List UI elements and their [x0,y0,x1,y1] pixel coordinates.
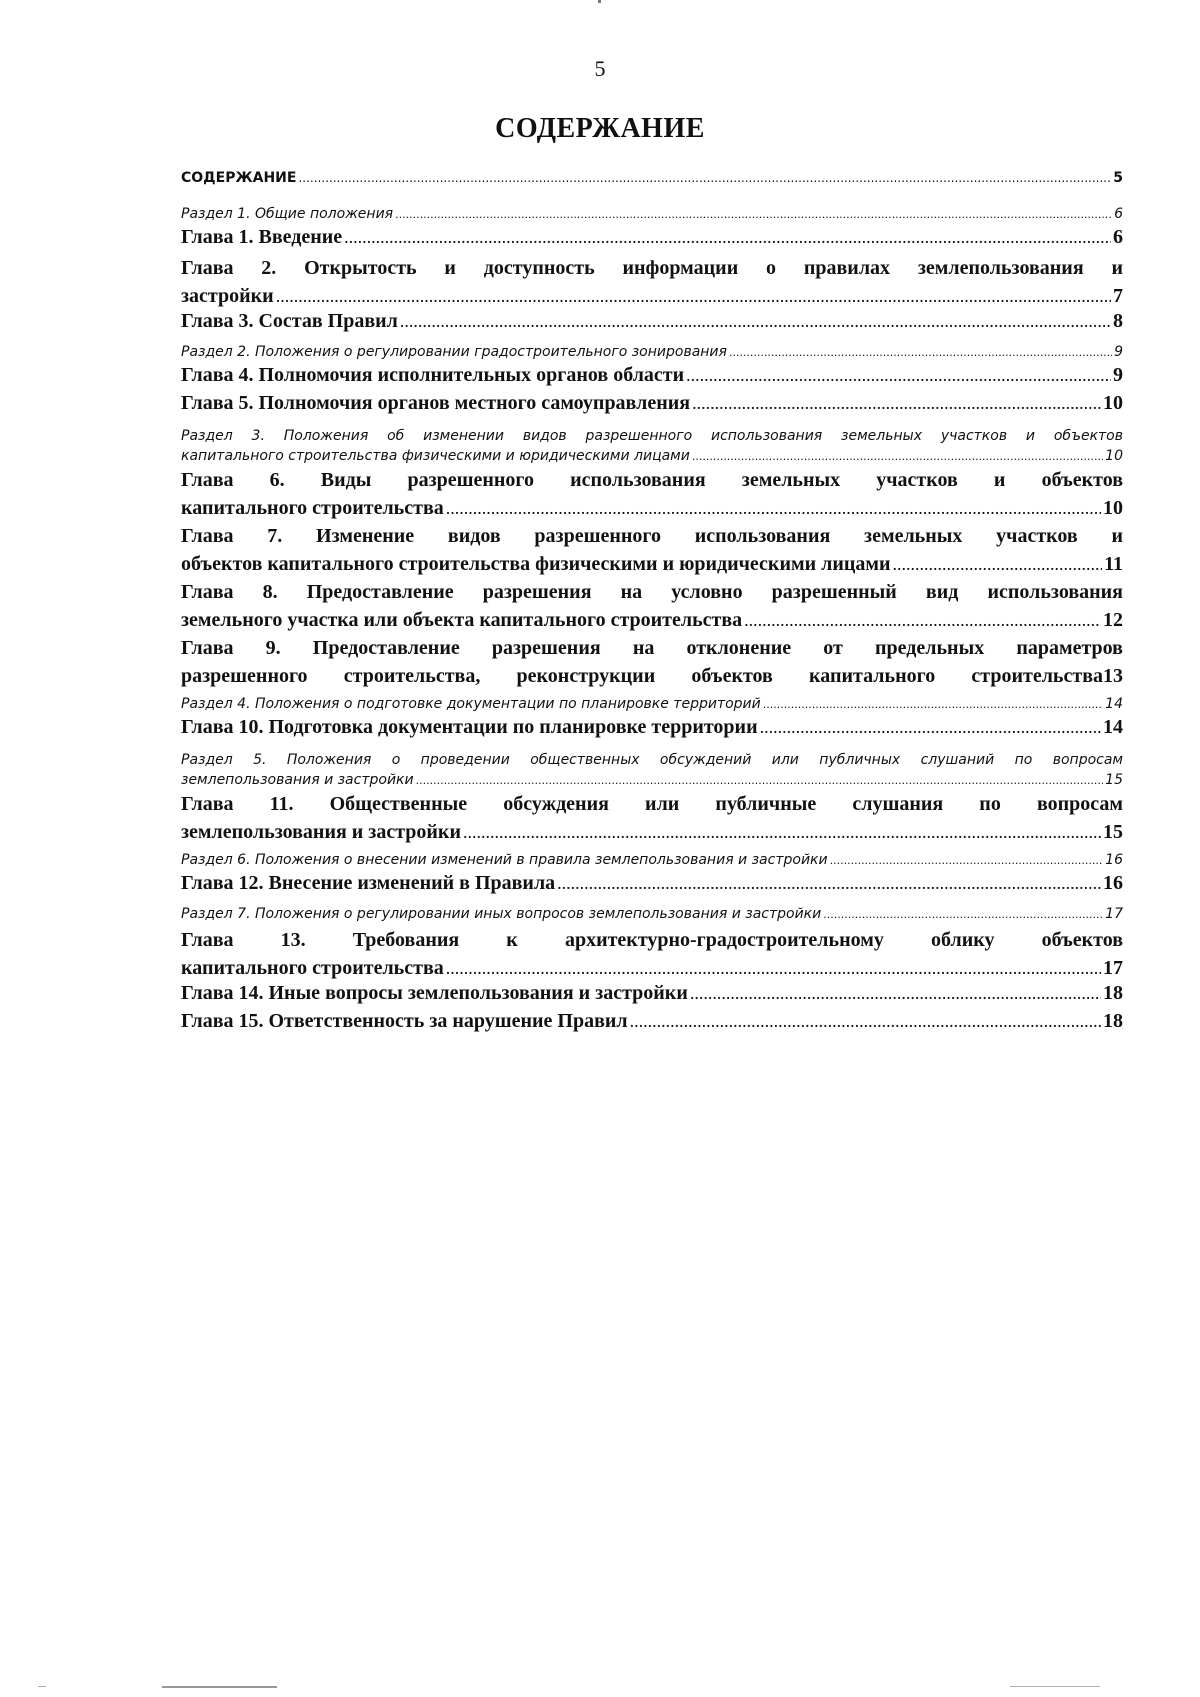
toc-entry-label: Глава 14. Иные вопросы землепользования и застройки [181,982,688,1004]
toc-section-5[interactable] [181,750,1123,790]
dot-leader [692,447,1103,467]
dot-leader [823,908,1103,921]
toc-chapter-7[interactable] [181,522,1123,578]
scan-mark [162,1686,277,1688]
dot-leader [830,854,1104,867]
toc-chapter-3[interactable] [181,310,1123,338]
dot-leader [729,346,1112,359]
toc-entry-label: Глава 12. Внесение изменений в Правила [181,872,556,894]
toc-entry-label: Глава 5. Полномочия органов местного самоуправления [181,392,691,414]
dot-leader [557,873,1101,894]
dot-leader [763,698,1103,711]
dot-leader [298,171,1111,185]
toc-entry-label: СОДЕРЖАНИЕ [181,170,297,186]
scan-mark [38,1686,46,1687]
toc-page-number: 15 [1103,821,1123,843]
toc-entry-label: Глава 15. Ответственность за нарушение Правил [181,1010,628,1032]
toc-page-number: 9 [1113,364,1123,386]
toc-chapter-5[interactable] [181,392,1123,420]
toc-page-number: 6 [1113,226,1123,248]
dot-leader [760,717,1101,738]
toc-section-7[interactable] [181,906,1123,926]
dot-leader [446,954,1101,982]
toc-page-number: 17 [1103,957,1123,979]
scan-mark [598,0,601,3]
toc-entry-label: Глава 3. Состав Правил [181,310,398,332]
toc-entry-label: Раздел 4. Положения о подготовке документации по планировке территорий [181,696,761,712]
dot-leader [446,494,1101,522]
toc-entry-label-cont: землепользования и застройки [181,772,414,788]
dot-leader [400,311,1111,332]
toc-entry-label-cont: землепользования и застройки [181,821,461,843]
dot-leader [690,983,1101,1004]
toc-chapter-12[interactable] [181,872,1123,900]
toc-entry-label-cont: капитального строительства физическими и юридическими лицами [181,448,690,464]
toc-page-number: 10 [1103,392,1123,414]
toc-page-number: 17 [1105,906,1123,922]
toc-entry-label-cont: капитального строительства [181,957,444,979]
toc-page-number: 16 [1105,852,1123,868]
toc-section-2[interactable] [181,344,1123,364]
scan-mark [1010,1686,1100,1687]
toc-entry-label: Глава 10. Подготовка документации по планировке территории [181,716,758,738]
toc-section-3[interactable] [181,426,1123,466]
page-number: 5 [594,56,606,81]
toc-entry-label: Глава 7. Изменение видов разрешенного использования земельных участков и [181,525,1123,547]
dot-leader [692,393,1101,414]
toc-entry-label: Раздел 7. Положения о регулировании иных вопросов землепользования и застройки [181,906,822,922]
toc-page-number: 9 [1114,344,1123,360]
toc-entry-label-cont: разрешенного строительства, реконструкции объектов капитального строительства13 [181,665,1123,687]
toc-page-number: 15 [1105,772,1123,788]
toc-entry-label: Глава 1. Введение [181,226,343,248]
dot-leader [416,771,1104,791]
toc-page-number: 12 [1103,609,1123,631]
dot-leader [276,282,1111,310]
toc-page-number: 16 [1103,872,1123,894]
page-title: СОДЕРЖАНИЕ [495,113,705,144]
toc-page-number: 10 [1103,497,1123,519]
dot-leader [630,1011,1101,1032]
toc-entry-label: Раздел 1. Общие положения [181,206,394,222]
toc-page-number: 14 [1103,716,1123,738]
toc-page-number: 14 [1105,696,1123,712]
toc-entry-label-cont: земельного участка или объекта капитального строительства [181,609,743,631]
toc-entry-label: Раздел 6. Положения о внесении изменений в правила землепользования и застройки [181,852,828,868]
toc-entry-label: Глава 2. Открытость и доступность информации о правилах землепользования и [181,257,1123,279]
toc-page-number: 11 [1104,553,1123,575]
toc-entry-label: Глава 8. Предоставление разрешения на условно разрешенный вид использования [181,581,1123,603]
toc-entry-label: Раздел 2. Положения о регулировании градостроительного зонирования [181,344,727,360]
toc-page-number: 18 [1103,1010,1123,1032]
toc-entry-label: Глава 9. Предоставление разрешения на отклонение от предельных параметров [181,637,1123,659]
toc-chapter-9[interactable] [181,634,1123,690]
toc-chapter-1[interactable] [181,226,1123,254]
toc-chapter-15[interactable] [181,1010,1123,1038]
toc-page-number: 6 [1114,206,1123,222]
toc-page-number: 18 [1103,982,1123,1004]
toc-entry-label: Глава 6. Виды разрешенного использования земельных участков и объектов [181,469,1123,491]
toc-entry-contents[interactable] [181,170,1123,192]
toc-entry-label-cont: капитального строительства [181,497,444,519]
toc-chapter-8[interactable] [181,578,1123,634]
toc-entry-label: Глава 4. Полномочия исполнительных органов области [181,364,685,386]
dot-leader [744,606,1101,634]
toc-chapter-13[interactable] [181,926,1123,982]
toc-section-4[interactable] [181,696,1123,716]
toc-chapter-2[interactable] [181,254,1123,310]
toc-chapter-4[interactable] [181,364,1123,392]
toc-page-number: 10 [1105,448,1123,464]
toc-section-6[interactable] [181,852,1123,872]
toc-entry-label: Раздел 5. Положения о проведении общественных обсуждений или публичных слушаний по вопросам [181,752,1123,768]
dot-leader [395,208,1112,221]
toc-entry-label-cont: застройки [181,285,274,307]
toc-entry-label: Раздел 3. Положения об изменении видов разрешенного использования земельных участков и объектов [181,428,1123,444]
toc-page-number: 8 [1113,310,1123,332]
dot-leader [344,227,1111,248]
toc-page-number: 5 [1113,170,1123,186]
toc-page-number: 7 [1113,285,1123,307]
dot-leader [686,365,1111,386]
table-of-contents [181,170,1123,1038]
dot-leader [893,550,1103,578]
toc-chapter-14[interactable] [181,982,1123,1010]
toc-chapter-10[interactable] [181,716,1123,744]
toc-entry-label-cont: объектов капитального строительства физическими и юридическими лицами [181,553,891,575]
toc-entry-label: Глава 11. Общественные обсуждения или публичные слушания по вопросам [181,793,1123,815]
dot-leader [463,818,1101,846]
toc-section-1[interactable] [181,206,1123,226]
toc-chapter-11[interactable] [181,790,1123,846]
toc-entry-label: Глава 13. Требования к архитектурно-градостроительному облику объектов [181,929,1123,951]
toc-chapter-6[interactable] [181,466,1123,522]
